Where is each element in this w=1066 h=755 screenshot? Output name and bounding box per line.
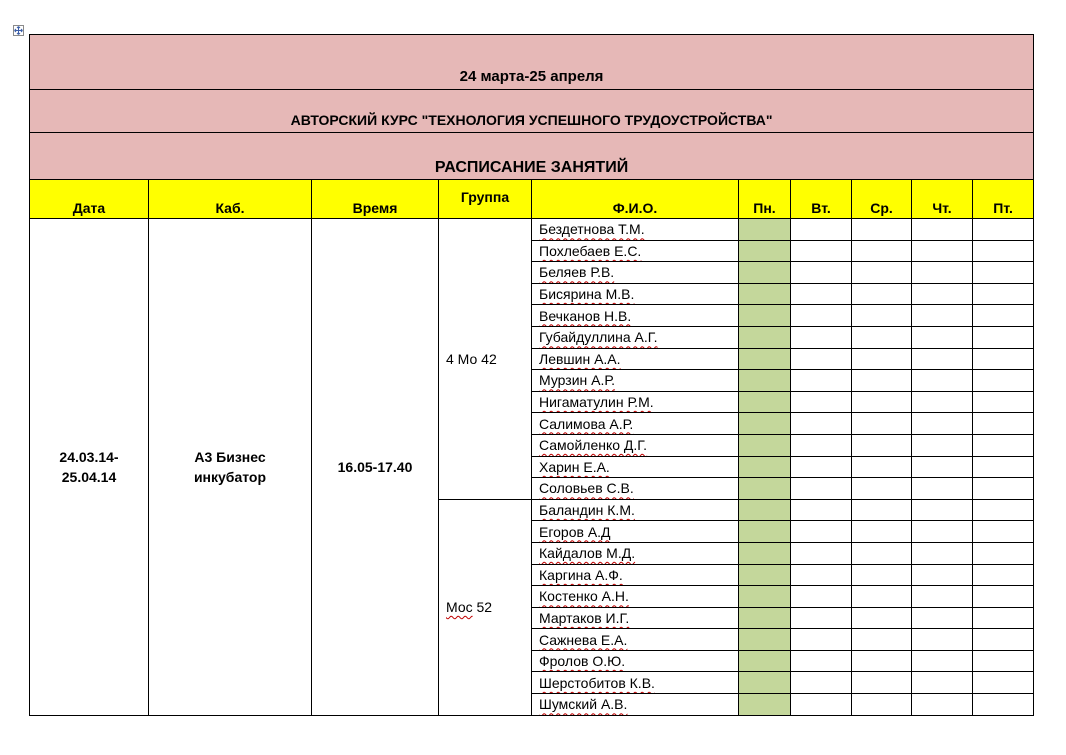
student-name: Беляев Р.В. <box>532 262 739 284</box>
attendance-cell-wed <box>852 391 912 413</box>
attendance-cell-mon <box>739 586 791 608</box>
attendance-cell-tue <box>791 326 852 348</box>
attendance-cell-fri <box>973 521 1034 543</box>
attendance-cell-tue <box>791 219 852 241</box>
attendance-cell-tue <box>791 586 852 608</box>
attendance-cell-fri <box>973 434 1034 456</box>
attendance-cell-mon <box>739 521 791 543</box>
attendance-cell-wed <box>852 434 912 456</box>
room-line1: А3 Бизнес <box>194 448 266 465</box>
student-name: Костенко А.Н. <box>532 586 739 608</box>
attendance-cell-tue <box>791 478 852 500</box>
attendance-cell-wed <box>852 672 912 694</box>
attendance-cell-mon <box>739 542 791 564</box>
room-cell <box>149 219 312 716</box>
attendance-cell-wed <box>852 370 912 392</box>
attendance-cell-wed <box>852 305 912 327</box>
header-date: Дата <box>30 180 149 219</box>
group2-suffix: 52 <box>472 599 493 616</box>
attendance-cell-wed <box>852 456 912 478</box>
attendance-cell-tue <box>791 521 852 543</box>
attendance-cell-tue <box>791 499 852 521</box>
attendance-cell-thu <box>912 629 973 651</box>
attendance-cell-wed <box>852 694 912 716</box>
attendance-cell-fri <box>973 694 1034 716</box>
student-name: Самойленко Д.Г. <box>532 434 739 456</box>
student-name: Баландин К.М. <box>532 499 739 521</box>
attendance-cell-tue <box>791 305 852 327</box>
attendance-cell-mon <box>739 499 791 521</box>
course-title: АВТОРСКИЙ КУРС "ТЕХНОЛОГИЯ УСПЕШНОГО ТРУДОУСТРОЙСТВА" <box>30 90 1034 133</box>
attendance-cell-thu <box>912 650 973 672</box>
attendance-cell-thu <box>912 521 973 543</box>
attendance-cell-tue <box>791 564 852 586</box>
attendance-cell-tue <box>791 629 852 651</box>
attendance-cell-wed <box>852 413 912 435</box>
student-name: Вечканов Н.В. <box>532 305 739 327</box>
header-group: Группа <box>439 180 532 219</box>
student-name: Бисярина М.В. <box>532 283 739 305</box>
attendance-cell-thu <box>912 499 973 521</box>
schedule-table <box>29 34 1034 716</box>
attendance-cell-wed <box>852 240 912 262</box>
attendance-cell-fri <box>973 348 1034 370</box>
attendance-cell-fri <box>973 413 1034 435</box>
attendance-cell-fri <box>973 326 1034 348</box>
student-name: Шумский А.В. <box>532 694 739 716</box>
attendance-cell-thu <box>912 305 973 327</box>
student-name: Левшин А.А. <box>532 348 739 370</box>
dates-title: 24 марта-25 апреля <box>30 35 1034 90</box>
student-name: Нигаматулин Р.М. <box>532 391 739 413</box>
attendance-cell-tue <box>791 240 852 262</box>
attendance-cell-thu <box>912 694 973 716</box>
attendance-cell-fri <box>973 542 1034 564</box>
student-name: Фролов О.Ю. <box>532 650 739 672</box>
attendance-cell-fri <box>973 262 1034 284</box>
header-room: Каб. <box>149 180 312 219</box>
date-range-end: 25.04.14 <box>61 468 117 485</box>
attendance-cell-fri <box>973 564 1034 586</box>
table-move-handle-icon[interactable] <box>13 25 24 36</box>
attendance-cell-mon <box>739 650 791 672</box>
student-name: Шерстобитов К.В. <box>532 672 739 694</box>
group-cell-1: 4 Мо 42 <box>439 219 532 500</box>
attendance-cell-thu <box>912 283 973 305</box>
attendance-cell-wed <box>852 607 912 629</box>
attendance-cell-wed <box>852 219 912 241</box>
attendance-cell-tue <box>791 672 852 694</box>
attendance-cell-fri <box>973 499 1034 521</box>
attendance-cell-thu <box>912 478 973 500</box>
time-cell: 16.05-17.40 <box>312 219 439 716</box>
attendance-cell-tue <box>791 694 852 716</box>
attendance-cell-wed <box>852 586 912 608</box>
attendance-cell-mon <box>739 391 791 413</box>
attendance-cell-mon <box>739 219 791 241</box>
attendance-cell-mon <box>739 456 791 478</box>
attendance-cell-mon <box>739 348 791 370</box>
attendance-cell-thu <box>912 434 973 456</box>
student-name: Кайдалов М.Д. <box>532 542 739 564</box>
student-name: Мурзин А.Р. <box>532 370 739 392</box>
group-cell-2 <box>439 499 532 715</box>
date-range-cell <box>30 219 149 716</box>
attendance-cell-fri <box>973 629 1034 651</box>
attendance-cell-mon <box>739 694 791 716</box>
student-name: Сажнева Е.А. <box>532 629 739 651</box>
student-name: Соловьев С.В. <box>532 478 739 500</box>
room-line2: инкубатор <box>193 468 267 485</box>
attendance-cell-thu <box>912 326 973 348</box>
attendance-cell-fri <box>973 672 1034 694</box>
header-time: Время <box>312 180 439 219</box>
attendance-cell-wed <box>852 564 912 586</box>
attendance-cell-thu <box>912 413 973 435</box>
student-name: Каргина А.Ф. <box>532 564 739 586</box>
attendance-cell-wed <box>852 283 912 305</box>
attendance-cell-tue <box>791 456 852 478</box>
student-name: Бездетнова Т.М. <box>532 219 739 241</box>
table-row <box>30 219 1034 241</box>
group2-prefix: Мос <box>446 599 473 616</box>
schedule-title: РАСПИСАНИЕ ЗАНЯТИЙ <box>30 133 1034 180</box>
attendance-cell-thu <box>912 607 973 629</box>
attendance-cell-tue <box>791 283 852 305</box>
student-name: Харин Е.А. <box>532 456 739 478</box>
attendance-cell-thu <box>912 370 973 392</box>
student-name: Похлебаев Е.С. <box>532 240 739 262</box>
attendance-cell-tue <box>791 370 852 392</box>
attendance-cell-fri <box>973 586 1034 608</box>
attendance-cell-tue <box>791 262 852 284</box>
student-name: Егоров А.Д <box>532 521 739 543</box>
attendance-cell-mon <box>739 607 791 629</box>
attendance-cell-tue <box>791 650 852 672</box>
attendance-cell-tue <box>791 413 852 435</box>
header-name: Ф.И.О. <box>532 180 739 219</box>
attendance-cell-wed <box>852 650 912 672</box>
student-name: Салимова А.Р. <box>532 413 739 435</box>
attendance-cell-mon <box>739 240 791 262</box>
attendance-cell-fri <box>973 283 1034 305</box>
attendance-cell-mon <box>739 262 791 284</box>
attendance-cell-fri <box>973 240 1034 262</box>
attendance-cell-mon <box>739 413 791 435</box>
attendance-cell-mon <box>739 672 791 694</box>
header-wed: Ср. <box>852 180 912 219</box>
attendance-cell-mon <box>739 283 791 305</box>
attendance-cell-mon <box>739 434 791 456</box>
attendance-cell-thu <box>912 391 973 413</box>
attendance-cell-wed <box>852 542 912 564</box>
attendance-cell-wed <box>852 348 912 370</box>
attendance-cell-fri <box>973 607 1034 629</box>
attendance-cell-tue <box>791 607 852 629</box>
attendance-cell-wed <box>852 521 912 543</box>
attendance-cell-fri <box>973 650 1034 672</box>
attendance-cell-wed <box>852 499 912 521</box>
header-fri: Пт. <box>973 180 1034 219</box>
attendance-cell-thu <box>912 456 973 478</box>
attendance-cell-wed <box>852 629 912 651</box>
attendance-cell-wed <box>852 478 912 500</box>
attendance-cell-fri <box>973 219 1034 241</box>
attendance-cell-tue <box>791 391 852 413</box>
attendance-cell-thu <box>912 219 973 241</box>
attendance-cell-mon <box>739 305 791 327</box>
attendance-cell-fri <box>973 305 1034 327</box>
header-mon: Пн. <box>739 180 791 219</box>
attendance-cell-fri <box>973 370 1034 392</box>
attendance-cell-thu <box>912 262 973 284</box>
attendance-cell-mon <box>739 629 791 651</box>
header-tue: Вт. <box>791 180 852 219</box>
attendance-cell-tue <box>791 434 852 456</box>
attendance-cell-fri <box>973 391 1034 413</box>
attendance-cell-thu <box>912 240 973 262</box>
attendance-cell-fri <box>973 456 1034 478</box>
student-name: Губайдуллина А.Г. <box>532 326 739 348</box>
attendance-cell-thu <box>912 672 973 694</box>
attendance-cell-thu <box>912 586 973 608</box>
attendance-cell-thu <box>912 542 973 564</box>
attendance-cell-mon <box>739 564 791 586</box>
attendance-cell-fri <box>973 478 1034 500</box>
date-range-start: 24.03.14- <box>59 448 119 465</box>
attendance-cell-thu <box>912 564 973 586</box>
attendance-cell-tue <box>791 542 852 564</box>
attendance-cell-thu <box>912 348 973 370</box>
header-thu: Чт. <box>912 180 973 219</box>
student-name: Мартаков И.Г. <box>532 607 739 629</box>
attendance-cell-mon <box>739 370 791 392</box>
attendance-cell-wed <box>852 326 912 348</box>
attendance-cell-tue <box>791 348 852 370</box>
attendance-cell-wed <box>852 262 912 284</box>
attendance-cell-mon <box>739 326 791 348</box>
attendance-cell-mon <box>739 478 791 500</box>
